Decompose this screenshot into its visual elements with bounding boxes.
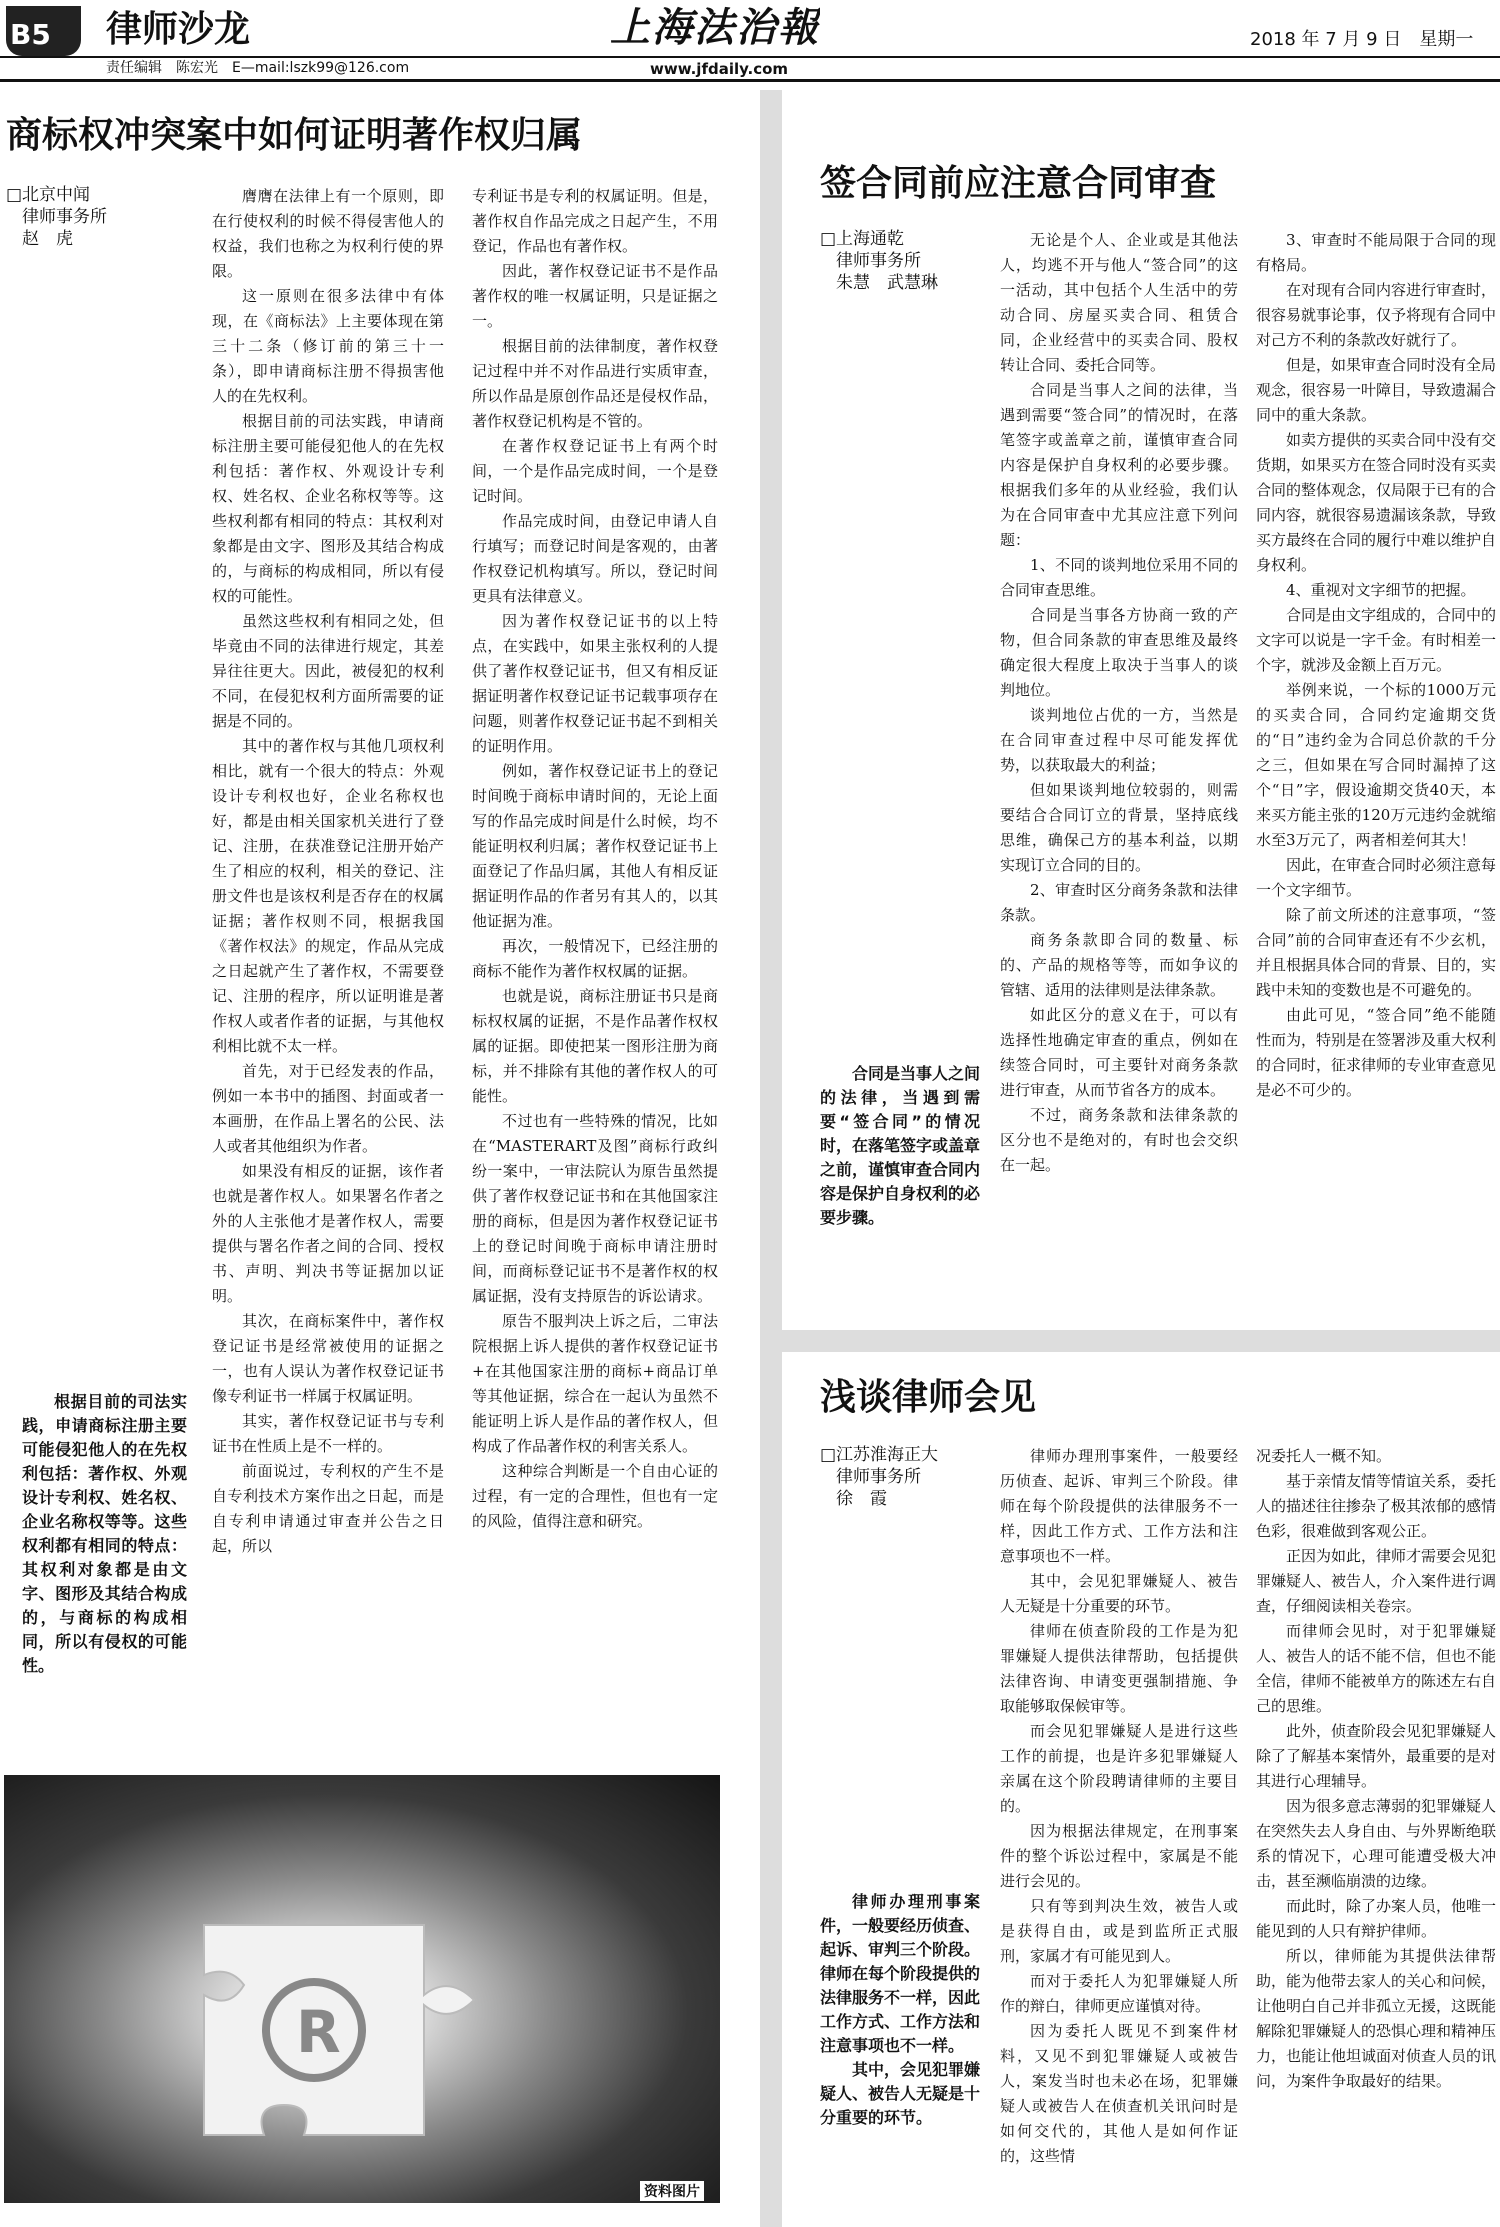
paragraph: 因为根据法律规定，在刑事案件的整个诉讼过程中，家属是不能进行会见的。 bbox=[1000, 1822, 1238, 1890]
byline-line: 律师事务所 bbox=[836, 251, 921, 271]
pullquote-text: 其中，会见犯罪嫌疑人、被告人无疑是十分重要的环节。 bbox=[820, 2060, 980, 2127]
paragraph: 谈判地位占优的一方，当然是在合同审查过程中尽可能发挥优势，以获取最大的利益； bbox=[1000, 706, 1238, 774]
paragraph: 2、审查时区分商务条款和法律条款。 bbox=[1000, 881, 1238, 924]
article3-column-1 bbox=[1000, 1444, 1238, 2224]
paragraph: 专利证书是专利的权属证明。但是，著作权自作品完成之日起产生，不用登记，作品也有著作权。 bbox=[472, 187, 718, 255]
paragraph: 此外，侦查阶段会见犯罪嫌疑人除了了解基本案情外，最重要的是对其进行心理辅导。 bbox=[1256, 1722, 1496, 1790]
paragraph: 由此可见，“签合同”绝不能随性而为，特别是在签署涉及重大权利的合同时，征求律师的专业审查意见是必不可少的。 bbox=[1256, 1006, 1496, 1099]
paragraph: 其次，在商标案件中，著作权登记证书是经常被使用的证据之一，也有人误认为著作权登记证书像专利证书一样属于权属证明。 bbox=[212, 1312, 444, 1405]
article1-column-2 bbox=[472, 184, 718, 1756]
paragraph: 而律师会见时，对于犯罪嫌疑人、被告人的话不能不信，但也不能全信，律师不能被单方的陈述左右自己的思维。 bbox=[1256, 1622, 1496, 1715]
page-code: B bbox=[10, 18, 32, 51]
paragraph: 合同是由文字组成的，合同中的文字可以说是一字千金。有时相差一个字，就涉及金额上百万元。 bbox=[1256, 606, 1496, 674]
paragraph: 因此，在审查合同时必须注意每一个文字细节。 bbox=[1256, 856, 1496, 899]
paragraph: 不过，商务条款和法律条款的区分也不是绝对的，有时也会交织在一起。 bbox=[1000, 1106, 1238, 1174]
section-band bbox=[782, 1330, 1500, 1352]
byline-line: 律师事务所 bbox=[836, 1467, 921, 1487]
article2-pullquote bbox=[820, 1062, 980, 1262]
paragraph: 因为委托人既见不到案件材料，又见不到犯罪嫌疑人或被告人，案发当时也未必在场，犯罪嫌疑人或被告人在侦查机关讯问时是如何交代的，其他人是如何作证的，这些情 bbox=[1000, 2022, 1238, 2165]
byline-line: □江苏淮海正大 bbox=[820, 1445, 939, 1465]
paragraph: 不过也有一些特殊的情况，比如在“MASTERART及图”商标行政纠纷一案中，一审法院认为原告虽然提供了著作权登记证书和在其他国家注册的商标，但是因为著作权登记证书上的登记时间晚于商标申请注册时间，而商标登记证书不是著作权的权属证据，没有支持原告的诉讼请求。 bbox=[472, 1112, 718, 1305]
page-number: 5 bbox=[31, 18, 51, 51]
website-link[interactable]: www.jfdaily.com bbox=[650, 60, 789, 78]
column-gutter bbox=[760, 90, 782, 2227]
puzzle-trademark-icon bbox=[4, 1775, 720, 2203]
article3-pullquote bbox=[820, 1890, 980, 2220]
article2-column-1 bbox=[1000, 228, 1238, 1290]
newspaper-logo: 上海法治報 bbox=[610, 5, 820, 51]
byline-line: □北京中闻 bbox=[6, 185, 91, 205]
svg-text:R: R bbox=[296, 1998, 341, 2066]
byline-line: 赵 虎 bbox=[22, 229, 73, 249]
paragraph: 在著作权登记证书上有两个时间，一个是作品完成时间，一个是登记时间。 bbox=[472, 437, 718, 505]
paragraph: 这种综合判断是一个自由心证的过程，有一定的合理性，但也有一定的风险，值得注意和研究。 bbox=[472, 1462, 718, 1530]
article3-byline bbox=[820, 1444, 1000, 1510]
article3-column-2 bbox=[1256, 1444, 1496, 2224]
header-rule-2 bbox=[0, 79, 1500, 82]
paragraph: 其实，著作权登记证书与专利证书在性质上是不一样的。 bbox=[212, 1412, 444, 1455]
paragraph: 再次，一般情况下，已经注册的商标不能作为著作权权属的证据。 bbox=[472, 937, 718, 980]
paragraph: 基于亲情友情等情谊关系，委托人的描述往往掺杂了极其浓郁的感情色彩，很难做到客观公正。 bbox=[1256, 1472, 1496, 1540]
section-title: 律师沙龙 bbox=[106, 10, 251, 50]
article1-byline bbox=[6, 184, 176, 250]
article2-byline bbox=[820, 228, 1000, 294]
paragraph: 原告不服判决上诉之后，二审法院根据上诉人提供的著作权登记证书+在其他国家注册的商标+商品订单等其他证据，综合在一起认为虽然不能证明上诉人是作品的著作权人，但构成了作品著作权的利害关系人。 bbox=[472, 1312, 718, 1455]
byline-line: 徐 霞 bbox=[836, 1489, 887, 1509]
byline-line: □上海通乾 bbox=[820, 229, 905, 249]
paragraph: 除了前文所述的注意事项，“签合同”前的合同审查还有不少玄机，并且根据具体合同的背景、目的，实践中未知的变数也是不可避免的。 bbox=[1256, 906, 1496, 999]
paragraph: 而对于委托人为犯罪嫌疑人所作的辩白，律师更应谨慎对待。 bbox=[1000, 1972, 1238, 2015]
paragraph: 如果没有相反的证据，该作者也就是著作权人。如果署名作者之外的人主张他才是著作权人，需要提供与署名作者之间的合同、授权书、声明、判决书等证据加以证明。 bbox=[212, 1162, 444, 1305]
article3-title: 浅谈律师会见 bbox=[820, 1377, 1037, 1418]
paragraph: 律师在侦查阶段的工作是为犯罪嫌疑人提供法律帮助，包括提供法律咨询、申请变更强制措施、争取能够取保候审等。 bbox=[1000, 1622, 1238, 1715]
page-code-badge bbox=[6, 6, 81, 56]
paragraph: 因为很多意志薄弱的犯罪嫌疑人在突然失去人身自由、与外界断绝联系的情况下，心理可能遭受极大冲击，甚至濒临崩溃的边缘。 bbox=[1256, 1797, 1496, 1890]
paragraph: 律师办理刑事案件，一般要经历侦查、起诉、审判三个阶段。律师在每个阶段提供的法律服务不一样，因此工作方式、工作方法和注意事项也不一样。 bbox=[1000, 1447, 1238, 1565]
article1-photo bbox=[4, 1775, 720, 2203]
article1-column-1 bbox=[212, 184, 444, 1756]
paragraph: 前面说过，专利权的产生不是自专利技术方案作出之日起，而是自专利申请通过审查并公告之日起，所以 bbox=[212, 1462, 444, 1555]
paragraph: 因此，著作权登记证书不是作品著作权的唯一权属证明，只是证据之一。 bbox=[472, 262, 718, 330]
paragraph: 举例来说，一个标的1000万元的买卖合同，合同约定逾期交货的“日”违约金为合同总价款的千分之三，但如果在写合同时漏掉了这个“日”字，假设逾期交货40天，本来买方能主张的120万元违约金就缩水至3万元了，两者相差何其大！ bbox=[1256, 681, 1496, 849]
paragraph: 商务条款即合同的数量、标的、产品的规格等等，而如争议的管辖、适用的法律则是法律条款。 bbox=[1000, 931, 1238, 999]
paragraph: 3、审查时不能局限于合同的现有格局。 bbox=[1256, 231, 1496, 274]
paragraph: 虽然这些权利有相同之处，但毕竟由不同的法律进行规定，其差异往往更大。因此，被侵犯的权利不同，在侵犯权利方面所需要的证据是不同的。 bbox=[212, 612, 444, 730]
paragraph: 膺膺在法律上有一个原则，即在行使权利的时候不得侵害他人的权益，我们也称之为权利行使的界限。 bbox=[212, 187, 444, 280]
pullquote-text: 合同是当事人之间的法律，当遇到需要“签合同”的情况时，在落笔签字或盖章之前，谨慎审查合同内容是保护自身权利的必要步骤。 bbox=[820, 1064, 980, 1227]
paragraph: 也就是说，商标注册证书只是商标权权属的证据，不是作品著作权权属的证据。即使把某一图形注册为商标，并不排除有其他的著作权人的可能性。 bbox=[472, 987, 718, 1105]
paragraph: 其中的著作权与其他几项权利相比，就有一个很大的特点：外观设计专利权也好，企业名称权也好，都是由相关国家机关进行了登记、注册，在获准登记注册开始产生了相应的权利，相关的登记、注册文件也是该权利是否存在的权属证据；著作权则不同，根据我国《著作权法》的规定，作品从完成之日起就产生了著作权，不需要登记、注册的程序，所以证明谁是著作权人或者作者的证据，与其他权利相比就不太一样。 bbox=[212, 737, 444, 1055]
byline-line: 律师事务所 bbox=[22, 207, 107, 227]
pullquote-text: 根据目前的司法实践，申请商标注册主要可能侵犯他人的在先权利包括：著作权、外观设计专利权、姓名权、企业名称权等等。这些权利都有相同的特点：其权利对象都是由文字、图形及其结合构成的，与商标的构成相同，所以有侵权的可能性。 bbox=[22, 1392, 187, 1675]
paragraph: 例如，著作权登记证书上的登记时间晚于商标申请时间的，无论上面写的作品完成时间是什么时候，均不能证明权利归属；著作权登记证书上面登记了作品归属，其他人有相反证据证明作品的作者另有其人的，以其他证据为准。 bbox=[472, 762, 718, 930]
paragraph: 1、不同的谈判地位采用不同的合同审查思维。 bbox=[1000, 556, 1238, 599]
article1-title: 商标权冲突案中如何证明著作权归属 bbox=[6, 115, 583, 156]
header-rule bbox=[0, 56, 1500, 58]
paragraph: 所以，律师能为其提供法律帮助，能为他带去家人的关心和问候，让他明白自己并非孤立无援，这既能解除犯罪嫌疑人的恐惧心理和精神压力，也能让他坦诚面对侦查人员的讯问，为案件争取最好的结果。 bbox=[1256, 1947, 1496, 2090]
paragraph: 其中，会见犯罪嫌疑人、被告人无疑是十分重要的环节。 bbox=[1000, 1572, 1238, 1615]
photo-caption: 资料图片 bbox=[640, 2181, 704, 2201]
paragraph: 但是，如果审查合同时没有全局观念，很容易一叶障目，导致遗漏合同中的重大条款。 bbox=[1256, 356, 1496, 424]
article2-column-2 bbox=[1256, 228, 1496, 1290]
paragraph: 4、重视对文字细节的把握。 bbox=[1286, 581, 1476, 599]
paragraph: 而会见犯罪嫌疑人是进行这些工作的前提，也是许多犯罪嫌疑人亲属在这个阶段聘请律师的主要目的。 bbox=[1000, 1722, 1238, 1815]
paragraph: 但如果谈判地位较弱的，则需要结合合同订立的背景，坚持底线思维，确保己方的基本利益，以期实现订立合同的目的。 bbox=[1000, 781, 1238, 874]
paragraph: 合同是当事人之间的法律，当遇到需要“签合同”的情况时，在落笔签字或盖章之前，谨慎审查合同内容是保护自身权利的必要步骤。根据我们多年的从业经验，我们认为在合同审查中尤其应注意下列问题： bbox=[1000, 381, 1238, 549]
paragraph: 这一原则在很多法律中有体现，在《商标法》上主要体现在第三十二条（修订前的第三十一条），即申请商标注册不得损害他人的在先权利。 bbox=[212, 287, 444, 405]
paragraph: 况委托人一概不知。 bbox=[1256, 1447, 1392, 1465]
paragraph: 在对现有合同内容进行审查时，很容易就事论事，仅予将现有合同中对己方不利的条款改好就行了。 bbox=[1256, 281, 1496, 349]
article2-title: 签合同前应注意合同审查 bbox=[820, 163, 1217, 204]
paragraph: 根据目前的司法实践，申请商标注册主要可能侵犯他人的在先权利包括：著作权、外观设计专利权、姓名权、企业名称权等等。这些权利都有相同的特点：其权利对象都是由文字、图形及其结合构成的，与商标的构成相同，所以有侵权的可能性。 bbox=[212, 412, 444, 605]
issue-date: 2018 年 7 月 9 日 星期一 bbox=[1250, 29, 1474, 50]
paragraph: 只有等到判决生效，被告人或是获得自由，或是到监所正式服刑，家属才有可能见到人。 bbox=[1000, 1897, 1238, 1965]
paragraph: 如卖方提供的买卖合同中没有交货期，如果买方在签合同时没有买卖合同的整体观念，仅局限于已有的合同内容，就很容易遗漏该条款，导致买方最终在合同的履行中难以维护自身权利。 bbox=[1256, 431, 1496, 574]
byline-line: 朱慧 武慧琳 bbox=[836, 273, 938, 293]
paragraph: 而此时，除了办案人员，他唯一能见到的人只有辩护律师。 bbox=[1256, 1897, 1496, 1940]
paragraph: 无论是个人、企业或是其他法人，均逃不开与他人“签合同”的这一活动，其中包括个人生活中的劳动合同、房屋买卖合同、租赁合同，企业经营中的买卖合同、股权转让合同、委托合同等。 bbox=[1000, 231, 1238, 374]
paragraph: 如此区分的意义在于，可以有选择性地确定审查的重点，例如在续签合同时，可主要针对商务条款进行审查，从而节省各方的成本。 bbox=[1000, 1006, 1238, 1099]
editor-line: 责任编辑 陈宏光 E—mail:lszk99@126.com bbox=[106, 60, 410, 76]
paragraph: 因为著作权登记证书的以上特点，在实践中，如果主张权利的人提供了著作权登记证书，但又有相反证据证明著作权登记证书记载事项存在问题，则著作权登记证书起不到相关的证明作用。 bbox=[472, 612, 718, 755]
paragraph: 根据目前的法律制度，著作权登记过程中并不对作品进行实质审查，所以作品是原创作品还是侵权作品，著作权登记机构是不管的。 bbox=[472, 337, 718, 430]
paragraph: 合同是当事各方协商一致的产物，但合同条款的审查思维及最终确定很大程度上取决于当事人的谈判地位。 bbox=[1000, 606, 1238, 699]
article1-pullquote bbox=[22, 1390, 187, 1720]
paragraph: 正因为如此，律师才需要会见犯罪嫌疑人、被告人，介入案件进行调查，仔细阅读相关卷宗。 bbox=[1256, 1547, 1496, 1615]
paragraph: 作品完成时间，由登记申请人自行填写；而登记时间是客观的，由著作权登记机构填写。所以，登记时间更具有法律意义。 bbox=[472, 512, 718, 605]
pullquote-text: 律师办理刑事案件，一般要经历侦查、起诉、审判三个阶段。律师在每个阶段提供的法律服务不一样，因此工作方式、工作方法和注意事项也不一样。 bbox=[820, 1892, 980, 2055]
paragraph: 首先，对于已经发表的作品，例如一本书中的插图、封面或者一本画册，在作品上署名的公民、法人或者其他组织为作者。 bbox=[212, 1062, 444, 1155]
